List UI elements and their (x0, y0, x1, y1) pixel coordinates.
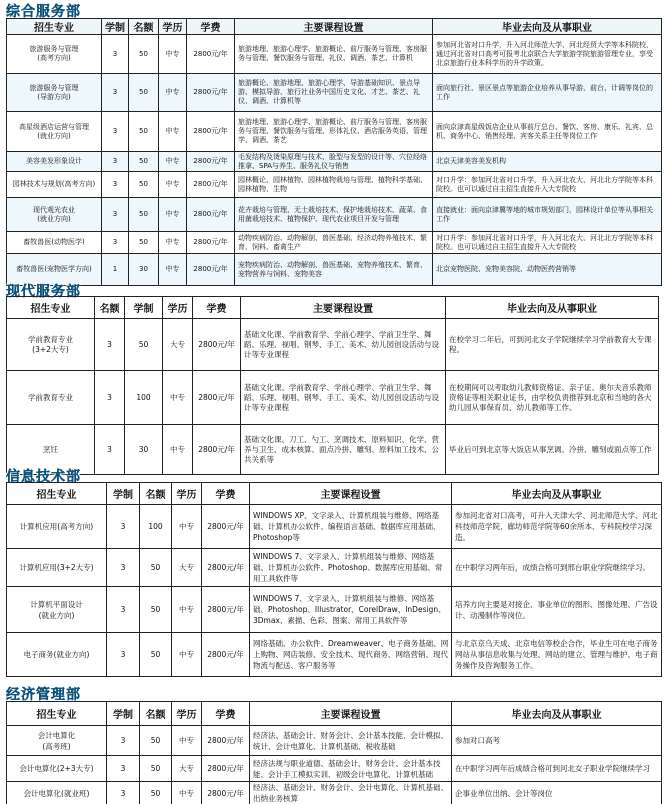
career-cell: 对口升学：参加河北省对口升学，升入河北农大、河北北方学院等本科院校。也可以通过自主招生直接升入大专院校 (433, 172, 662, 198)
tuition-cell: 2800元/年 (202, 756, 250, 782)
degree-cell: 大专 (163, 319, 193, 371)
tuition-cell: 2800元/年 (202, 505, 250, 549)
table-header-row (7, 483, 662, 505)
tuition-cell: 2800元/年 (202, 549, 250, 587)
header-cell: 学制 (107, 483, 140, 505)
career-cell: 参加河北省对口升学，升入河北师范大学、河北经贸大学等本科院校，通过河北省对口高考可报考北京联合大学旅游学院旅游管理专业，享受北京旅游行业本科学历的升学政策。 (433, 35, 662, 74)
career-cell: 在中职学习两年后成绩合格可到河北女子职业学院继续学习 (452, 756, 662, 782)
career-cell: 面向旅行社、景区景点等旅游企业培养从事导游、前台、计调等岗位的工作 (433, 74, 662, 112)
program-table (6, 18, 662, 286)
degree-cell: 中专 (172, 726, 202, 756)
rows-s0 (7, 35, 662, 286)
tuition-cell: 2800元/年 (187, 172, 235, 198)
program-name-cell: 烹饪 (7, 425, 95, 475)
courses-cell: 基础文化课、学前教育学、学前心理学、学前卫生学、舞蹈、乐理、视唱、钢琴、手工、美术、幼儿园创设活动与设计等专业课程 (241, 371, 446, 425)
tuition-cell: 2800元/年 (202, 726, 250, 756)
career-cell: 面向京津高星级饭店企业从事前厅总台、餐饮、客房、康乐、礼宾、总机、商务中心、销售经理、宾客关系主任等岗位工作 (433, 112, 662, 152)
program-name-cell: 学前教育专业 (7, 371, 95, 425)
duration-cell: 3 (102, 172, 129, 198)
career-cell: 在校期间可以考取幼儿教师资格证、亲子证、奥尔夫音乐教师资格证等相关职业证书，由学校负责推荐到北京和当地的各大幼儿园从事保育员、幼儿教师等工作。 (446, 371, 659, 425)
duration-cell: 3 (102, 198, 129, 232)
tuition-cell: 2800元/年 (202, 633, 250, 677)
career-cell: 北京天津美容美发机构 (433, 152, 662, 172)
header-cell: 毕业去向及从事职业 (452, 702, 662, 726)
duration-cell: 3 (107, 633, 140, 677)
header-cell: 学费 (187, 19, 235, 35)
tuition-cell: 2800元/年 (193, 371, 241, 425)
duration-cell: 3 (95, 371, 125, 425)
duration-cell: 3 (107, 756, 140, 782)
section-title: 综合服务部 (6, 4, 81, 20)
tuition-cell: 2800元/年 (193, 425, 241, 475)
program-name-cell: 会计电算化(2+3大专) (7, 756, 107, 782)
program-name-cell: 现代观光农业 (就业方向) (7, 198, 102, 232)
header-cell: 学制 (125, 297, 163, 319)
program-name-cell: 计算机应用(高考方向) (7, 505, 107, 549)
degree-cell: 中专 (172, 633, 202, 677)
courses-cell: 宠物疾病防治、动物解剖、兽医基础、宠物养殖技术、繁育、宠物营养与饲料、宠物美容 (235, 254, 433, 286)
header-cell: 学制 (107, 702, 140, 726)
courses-cell: 网络基础、办公软件、Dreamweaver、电子商务基础、网上购物、网店装修、安全技术、现代商务、网络营销、现代物流与配送、客户服务等 (250, 633, 452, 677)
courses-cell: 经济法规与职业道德、基础会计、财务会计、会计基本技能、会计手工模拟实训、初级会计电算化、计算机基础 (250, 756, 452, 782)
header-cell: 主要课程设置 (241, 297, 446, 319)
duration-cell: 3 (107, 782, 140, 804)
header-cell: 名额 (95, 297, 125, 319)
courses-cell: 花卉栽培与管理、无土栽培技术、保护地栽培技术、蔬菜、食用菌栽培技术、植物保护、现代农业项目开发与管理 (235, 198, 433, 232)
quota-cell: 30 (125, 425, 163, 475)
table-header-row (7, 297, 659, 319)
quota-cell: 50 (129, 74, 159, 112)
header-cell: 学历 (159, 19, 187, 35)
header-cell: 名额 (129, 19, 159, 35)
program-name-cell: 旅游服务与管理 (导游方向) (7, 74, 102, 112)
tuition-cell: 2800元/年 (193, 319, 241, 371)
header-cell: 招生专业 (7, 483, 107, 505)
header-cell: 主要课程设置 (235, 19, 433, 35)
career-cell: 与北京京乌天成、北京电信等校企合作，毕业生可在电子商务网站从事信息收集与处理、网站的建立、管理与维护、电子商务操作及咨询服务工作。 (452, 633, 662, 677)
duration-cell: 3 (107, 726, 140, 756)
tuition-cell: 2800元/年 (187, 254, 235, 286)
table-row (7, 726, 662, 756)
program-name-cell: 计算机应用(3+2大专) (7, 549, 107, 587)
header-cell: 招生专业 (7, 19, 102, 35)
courses-cell: 经济法、基础会计、财务会计、会计基本技能、会计模拟、统计、会计电算化、计算机基础、税收基础 (250, 726, 452, 756)
quota-cell: 50 (140, 549, 172, 587)
career-cell: 直接就业：面向京津冀等地的城市规划部门，园林设计单位等从事相关工作 (433, 198, 662, 232)
table-row (7, 549, 662, 587)
degree-cell: 中专 (159, 254, 187, 286)
program-name-cell: 电子商务(就业方向) (7, 633, 107, 677)
courses-cell: 基础文化课、学前教育学、学前心理学、学前卫生学、舞蹈、乐理、视唱、钢琴、手工、美术、幼儿园创设活动与设计等专业课程 (241, 319, 446, 371)
career-cell: 企事业单位出纳、会计等岗位 (452, 782, 662, 804)
header-cell: 主要课程设置 (250, 702, 452, 726)
quota-cell: 50 (140, 756, 172, 782)
header-cell: 学费 (202, 483, 250, 505)
header-cell: 学制 (102, 19, 129, 35)
table-row (7, 319, 659, 371)
courses-cell: WINDOWS 7、文字录入、计算机组装与维修、网络基础、计算机办公软件、Photoshop、数据库应用基础、常用工具软件等 (250, 549, 452, 587)
quota-cell: 50 (129, 152, 159, 172)
table-row (7, 198, 662, 232)
quota-cell: 50 (125, 319, 163, 371)
header-cell: 学费 (193, 297, 241, 319)
courses-cell: 动物疾病防治、动物解剖、兽医基础、经济动物养殖技术、繁育、饲料、畜禽生产 (235, 232, 433, 254)
career-cell: 北京宠物医院、宠物美容院、动物医药营销等 (433, 254, 662, 286)
header-cell: 学历 (172, 702, 202, 726)
quota-cell: 100 (140, 505, 172, 549)
duration-cell: 3 (107, 549, 140, 587)
quota-cell: 50 (140, 726, 172, 756)
quota-cell: 30 (129, 254, 159, 286)
courses-cell: WINDOWS 7、文字录入、计算机组装与维修、网络基础、Photoshop、Illustrator、CorelDraw、InDesign、3Dmax、素描、色彩、图案、常用工具软件等 (250, 587, 452, 633)
program-name-cell: 畜牧兽医(动物医学) (7, 232, 102, 254)
tuition-cell: 2800元/年 (187, 198, 235, 232)
duration-cell: 3 (107, 587, 140, 633)
tuition-cell: 2800元/年 (187, 35, 235, 74)
degree-cell: 中专 (159, 35, 187, 74)
career-cell: 培养方向主要是对接企、事业单位的图形、图像处理、广告设计、动漫制作等岗位。 (452, 587, 662, 633)
quota-cell: 50 (140, 633, 172, 677)
career-cell: 对口升学：参加河北省对口升学，升入河北农大、河北北方学院等本科院校。也可以通过自主招生直接升入大专院校 (433, 232, 662, 254)
degree-cell: 大专 (172, 756, 202, 782)
table-row (7, 425, 659, 475)
header-cell: 主要课程设置 (250, 483, 452, 505)
duration-cell: 3 (107, 505, 140, 549)
section-title: 经济管理部 (6, 687, 81, 703)
table-header-row (7, 702, 662, 726)
degree-cell: 中专 (159, 172, 187, 198)
tuition-cell: 2800元/年 (187, 74, 235, 112)
degree-cell: 中专 (163, 425, 193, 475)
courses-cell: WINDOWS XP、文字录入、计算机组装与维修、网络基础、计算机办公软件、编程语言基础、数据库应用基础、Photoshop等 (250, 505, 452, 549)
quota-cell: 50 (129, 112, 159, 152)
table-row (7, 254, 662, 286)
table-row (7, 782, 662, 804)
duration-cell: 3 (102, 74, 129, 112)
degree-cell: 中专 (159, 112, 187, 152)
program-name-cell: 旅游服务与管理 (高考方向) (7, 35, 102, 74)
degree-cell: 中专 (172, 505, 202, 549)
section-title: 信息技术部 (6, 469, 81, 485)
career-cell: 参加对口高考 (452, 726, 662, 756)
degree-cell: 中专 (172, 782, 202, 804)
courses-cell: 旅游地理、旅游心理学、旅游概论、前厅服务与管理、客房服务与管理、餐饮服务与管理、形体礼仪、酒店服务英语、管理学、调酒、茶艺 (235, 112, 433, 152)
degree-cell: 中专 (163, 371, 193, 425)
table-row (7, 172, 662, 198)
courses-cell: 旅游地理、旅游心理学、旅游概论、前厅服务与管理、客房服务与管理、餐饮服务与管理、礼仪、调酒、茶艺、计算机 (235, 35, 433, 74)
duration-cell: 3 (95, 319, 125, 371)
tuition-cell: 2800元/年 (187, 232, 235, 254)
degree-cell: 中专 (159, 74, 187, 112)
courses-cell: 经济法、基础会计、财务会计、会计电算化、计算机基础、出纳业务核算 (250, 782, 452, 804)
quota-cell: 100 (125, 371, 163, 425)
table-row (7, 371, 659, 425)
duration-cell: 3 (102, 232, 129, 254)
program-table (6, 296, 659, 475)
header-cell: 毕业去向及从事职业 (452, 483, 662, 505)
degree-cell: 中专 (159, 152, 187, 172)
rows-s3 (7, 726, 662, 804)
header-cell: 名额 (140, 483, 172, 505)
table-row (7, 633, 662, 677)
header-cell: 毕业去向及从事职业 (433, 19, 662, 35)
courses-cell: 旅游概论、旅游地理、旅游心理学、导游基础知识、景点导游、模拟导游、旅行社业务中国历史文化、才艺、茶艺、礼仪、调酒、计算机等 (235, 74, 433, 112)
header-cell: 学费 (202, 702, 250, 726)
career-cell: 在中职学习两年后，成绩合格可到邢台职业学院继续学习。 (452, 549, 662, 587)
degree-cell: 中专 (159, 198, 187, 232)
quota-cell: 50 (129, 172, 159, 198)
program-name-cell: 畜牧兽医(宠物医学方向) (7, 254, 102, 286)
table-row (7, 35, 662, 74)
tuition-cell: 2800元/年 (202, 782, 250, 804)
header-cell: 名额 (140, 702, 172, 726)
duration-cell: 1 (102, 254, 129, 286)
courses-cell: 毛发结构及烫染原理与技术、脸型与发型的设计等、穴位经络推拿、SPA与养生、服务礼仪与销售 (235, 152, 433, 172)
degree-cell: 中专 (159, 232, 187, 254)
rows-s2 (7, 505, 662, 677)
program-name-cell: 会计电算化 (高考班) (7, 726, 107, 756)
courses-cell: 基础文化课、刀工、勺工、烹调技术、原料知识、化学、营养与卫生、成本核算、面点冷拼、雕刻、原料加工技术、公共关系等 (241, 425, 446, 475)
tuition-cell: 2800元/年 (187, 112, 235, 152)
tuition-cell: 2800元/年 (202, 587, 250, 633)
table-row (7, 505, 662, 549)
degree-cell: 中专 (172, 587, 202, 633)
header-cell: 学历 (172, 483, 202, 505)
quota-cell: 50 (140, 587, 172, 633)
table-row (7, 232, 662, 254)
table-header-row (7, 19, 662, 35)
program-name-cell: 园林技术与规划(高考方向) (7, 172, 102, 198)
career-cell: 毕业后可到北京等大饭店从事烹调、冷拼、雕刻或面点等工作 (446, 425, 659, 475)
duration-cell: 3 (102, 112, 129, 152)
duration-cell: 3 (102, 35, 129, 74)
header-cell: 招生专业 (7, 702, 107, 726)
program-table (6, 482, 662, 677)
section-title: 现代服务部 (6, 284, 81, 300)
quota-cell: 50 (129, 35, 159, 74)
program-name-cell: 计算机平面设计 (就业方向) (7, 587, 107, 633)
table-row (7, 756, 662, 782)
program-name-cell: 美容美发形象设计 (7, 152, 102, 172)
program-table (6, 701, 662, 804)
quota-cell: 50 (140, 782, 172, 804)
degree-cell: 大专 (172, 549, 202, 587)
header-cell: 学历 (163, 297, 193, 319)
program-name-cell: 高星级酒店运营与管理 (就业方向) (7, 112, 102, 152)
duration-cell: 3 (102, 152, 129, 172)
table-row (7, 152, 662, 172)
table-row (7, 74, 662, 112)
program-name-cell: 学前教育专业 (3+2大专) (7, 319, 95, 371)
table-row (7, 587, 662, 633)
quota-cell: 50 (129, 232, 159, 254)
program-name-cell: 会计电算化(就业班) (7, 782, 107, 804)
career-cell: 在校学习二年后，可到河北女子学院继续学习学前教育大专课程。 (446, 319, 659, 371)
tuition-cell: 2800元/年 (187, 152, 235, 172)
header-cell: 毕业去向及从事职业 (446, 297, 659, 319)
header-cell: 招生专业 (7, 297, 95, 319)
duration-cell: 3 (95, 425, 125, 475)
rows-s1 (7, 319, 659, 475)
table-row (7, 112, 662, 152)
courses-cell: 园林概论、园林植物、园林植物栽培与管理、植物科学基础、园林植物、生物 (235, 172, 433, 198)
quota-cell: 50 (129, 198, 159, 232)
career-cell: 参加河北省对口高考，可升入天津大学、河北师范大学、河北科技师范学院、廊坊师范学院等60余所本、专科院校学习深造。 (452, 505, 662, 549)
